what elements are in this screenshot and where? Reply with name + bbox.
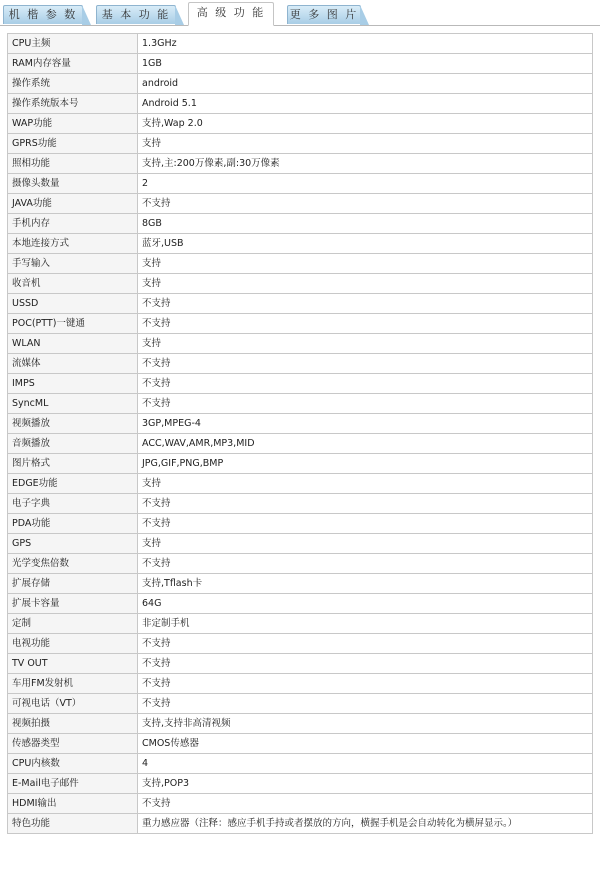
spec-label: TV OUT bbox=[8, 654, 138, 674]
spec-value: 不支持 bbox=[138, 494, 593, 514]
spec-label: SyncML bbox=[8, 394, 138, 414]
spec-value: 64G bbox=[138, 594, 593, 614]
table-row bbox=[8, 114, 593, 134]
spec-value: 支持 bbox=[138, 334, 593, 354]
spec-value: 不支持 bbox=[138, 354, 593, 374]
table-row bbox=[8, 514, 593, 534]
spec-table-body bbox=[8, 34, 593, 834]
table-row bbox=[8, 614, 593, 634]
spec-value: 不支持 bbox=[138, 314, 593, 334]
spec-label: 操作系统版本号 bbox=[8, 94, 138, 114]
spec-label: 收音机 bbox=[8, 274, 138, 294]
table-row bbox=[8, 734, 593, 754]
spec-value: 支持,主:200万像素,副:30万像素 bbox=[138, 154, 593, 174]
spec-label: 定制 bbox=[8, 614, 138, 634]
spec-label: 本地连接方式 bbox=[8, 234, 138, 254]
table-row bbox=[8, 674, 593, 694]
spec-value: JPG,GIF,PNG,BMP bbox=[138, 454, 593, 474]
spec-label: WLAN bbox=[8, 334, 138, 354]
spec-label: 扩展存储 bbox=[8, 574, 138, 594]
table-row bbox=[8, 54, 593, 74]
spec-label: PDA功能 bbox=[8, 514, 138, 534]
spec-value: ACC,WAV,AMR,MP3,MID bbox=[138, 434, 593, 454]
table-row bbox=[8, 214, 593, 234]
table-row bbox=[8, 454, 593, 474]
table-row bbox=[8, 174, 593, 194]
spec-label: 操作系统 bbox=[8, 74, 138, 94]
spec-label: 手机内存 bbox=[8, 214, 138, 234]
table-row bbox=[8, 234, 593, 254]
table-row bbox=[8, 574, 593, 594]
spec-value: 1.3GHz bbox=[138, 34, 593, 54]
spec-label: GPRS功能 bbox=[8, 134, 138, 154]
tab-phone-params[interactable]: 机 楷 参 数 bbox=[3, 5, 83, 24]
spec-label: 车用FM发射机 bbox=[8, 674, 138, 694]
spec-value: 8GB bbox=[138, 214, 593, 234]
table-row bbox=[8, 554, 593, 574]
spec-label: 照相功能 bbox=[8, 154, 138, 174]
spec-value: 支持 bbox=[138, 254, 593, 274]
spec-label: JAVA功能 bbox=[8, 194, 138, 214]
spec-label: 音频播放 bbox=[8, 434, 138, 454]
spec-label: CPU主频 bbox=[8, 34, 138, 54]
spec-value: Android 5.1 bbox=[138, 94, 593, 114]
table-row bbox=[8, 194, 593, 214]
spec-value: 不支持 bbox=[138, 194, 593, 214]
table-row bbox=[8, 694, 593, 714]
spec-label: 扩展卡容量 bbox=[8, 594, 138, 614]
spec-label: 电子字典 bbox=[8, 494, 138, 514]
spec-label: 流媒体 bbox=[8, 354, 138, 374]
spec-value: 支持,支持非高清视频 bbox=[138, 714, 593, 734]
spec-label: GPS bbox=[8, 534, 138, 554]
table-row bbox=[8, 74, 593, 94]
spec-label: WAP功能 bbox=[8, 114, 138, 134]
table-row bbox=[8, 634, 593, 654]
spec-label: CPU内核数 bbox=[8, 754, 138, 774]
spec-value: 1GB bbox=[138, 54, 593, 74]
table-row bbox=[8, 314, 593, 334]
spec-table bbox=[7, 33, 593, 834]
table-row bbox=[8, 394, 593, 414]
table-row bbox=[8, 374, 593, 394]
spec-label: RAM内存容量 bbox=[8, 54, 138, 74]
spec-value: 不支持 bbox=[138, 654, 593, 674]
table-row bbox=[8, 134, 593, 154]
table-row bbox=[8, 94, 593, 114]
spec-value: android bbox=[138, 74, 593, 94]
spec-value: 2 bbox=[138, 174, 593, 194]
table-row bbox=[8, 494, 593, 514]
tab-bar bbox=[0, 0, 600, 26]
spec-value: CMOS传感器 bbox=[138, 734, 593, 754]
spec-value: 不支持 bbox=[138, 674, 593, 694]
table-row bbox=[8, 654, 593, 674]
table-row bbox=[8, 814, 593, 834]
table-row bbox=[8, 294, 593, 314]
spec-value: 非定制手机 bbox=[138, 614, 593, 634]
spec-value: 不支持 bbox=[138, 794, 593, 814]
spec-label: E-Mail电子邮件 bbox=[8, 774, 138, 794]
table-row bbox=[8, 714, 593, 734]
tab-more-images[interactable]: 更 多 图 片 bbox=[287, 5, 361, 24]
spec-value: 不支持 bbox=[138, 294, 593, 314]
spec-label: 电视功能 bbox=[8, 634, 138, 654]
spec-value: 支持,Wap 2.0 bbox=[138, 114, 593, 134]
spec-label: 可视电话（VT） bbox=[8, 694, 138, 714]
spec-value: 重力感应器（注释：感应手机手持或者摆放的方向，横握手机是会自动转化为横屏显示。） bbox=[138, 814, 593, 834]
spec-value: 蓝牙,USB bbox=[138, 234, 593, 254]
table-row bbox=[8, 754, 593, 774]
table-row bbox=[8, 434, 593, 454]
table-row bbox=[8, 254, 593, 274]
spec-value: 不支持 bbox=[138, 394, 593, 414]
spec-value: 支持 bbox=[138, 134, 593, 154]
spec-label: 摄像头数量 bbox=[8, 174, 138, 194]
spec-label: 特色功能 bbox=[8, 814, 138, 834]
table-row bbox=[8, 354, 593, 374]
table-row bbox=[8, 414, 593, 434]
tab-basic-features[interactable]: 基 本 功 能 bbox=[96, 5, 176, 24]
table-row bbox=[8, 594, 593, 614]
table-row bbox=[8, 334, 593, 354]
spec-label: 光学变焦倍数 bbox=[8, 554, 138, 574]
spec-value: 支持 bbox=[138, 474, 593, 494]
spec-value: 不支持 bbox=[138, 634, 593, 654]
spec-value: 3GP,MPEG-4 bbox=[138, 414, 593, 434]
table-row bbox=[8, 774, 593, 794]
spec-label: 视频播放 bbox=[8, 414, 138, 434]
tab-advanced-features[interactable]: 高 级 功 能 bbox=[188, 2, 274, 26]
table-row bbox=[8, 794, 593, 814]
spec-value: 不支持 bbox=[138, 374, 593, 394]
spec-label: 图片格式 bbox=[8, 454, 138, 474]
table-row bbox=[8, 274, 593, 294]
table-row bbox=[8, 474, 593, 494]
spec-value: 不支持 bbox=[138, 694, 593, 714]
spec-label: HDMI输出 bbox=[8, 794, 138, 814]
table-row bbox=[8, 154, 593, 174]
spec-label: 手写输入 bbox=[8, 254, 138, 274]
spec-label: POC(PTT)一键通 bbox=[8, 314, 138, 334]
spec-label: EDGE功能 bbox=[8, 474, 138, 494]
spec-value: 支持 bbox=[138, 534, 593, 554]
spec-value: 4 bbox=[138, 754, 593, 774]
table-row bbox=[8, 534, 593, 554]
spec-label: USSD bbox=[8, 294, 138, 314]
spec-value: 不支持 bbox=[138, 554, 593, 574]
spec-label: 视频拍摄 bbox=[8, 714, 138, 734]
spec-value: 支持 bbox=[138, 274, 593, 294]
table-row bbox=[8, 34, 593, 54]
spec-value: 支持,POP3 bbox=[138, 774, 593, 794]
spec-value: 不支持 bbox=[138, 514, 593, 534]
spec-label: 传感器类型 bbox=[8, 734, 138, 754]
spec-value: 支持,Tflash卡 bbox=[138, 574, 593, 594]
spec-label: IMPS bbox=[8, 374, 138, 394]
